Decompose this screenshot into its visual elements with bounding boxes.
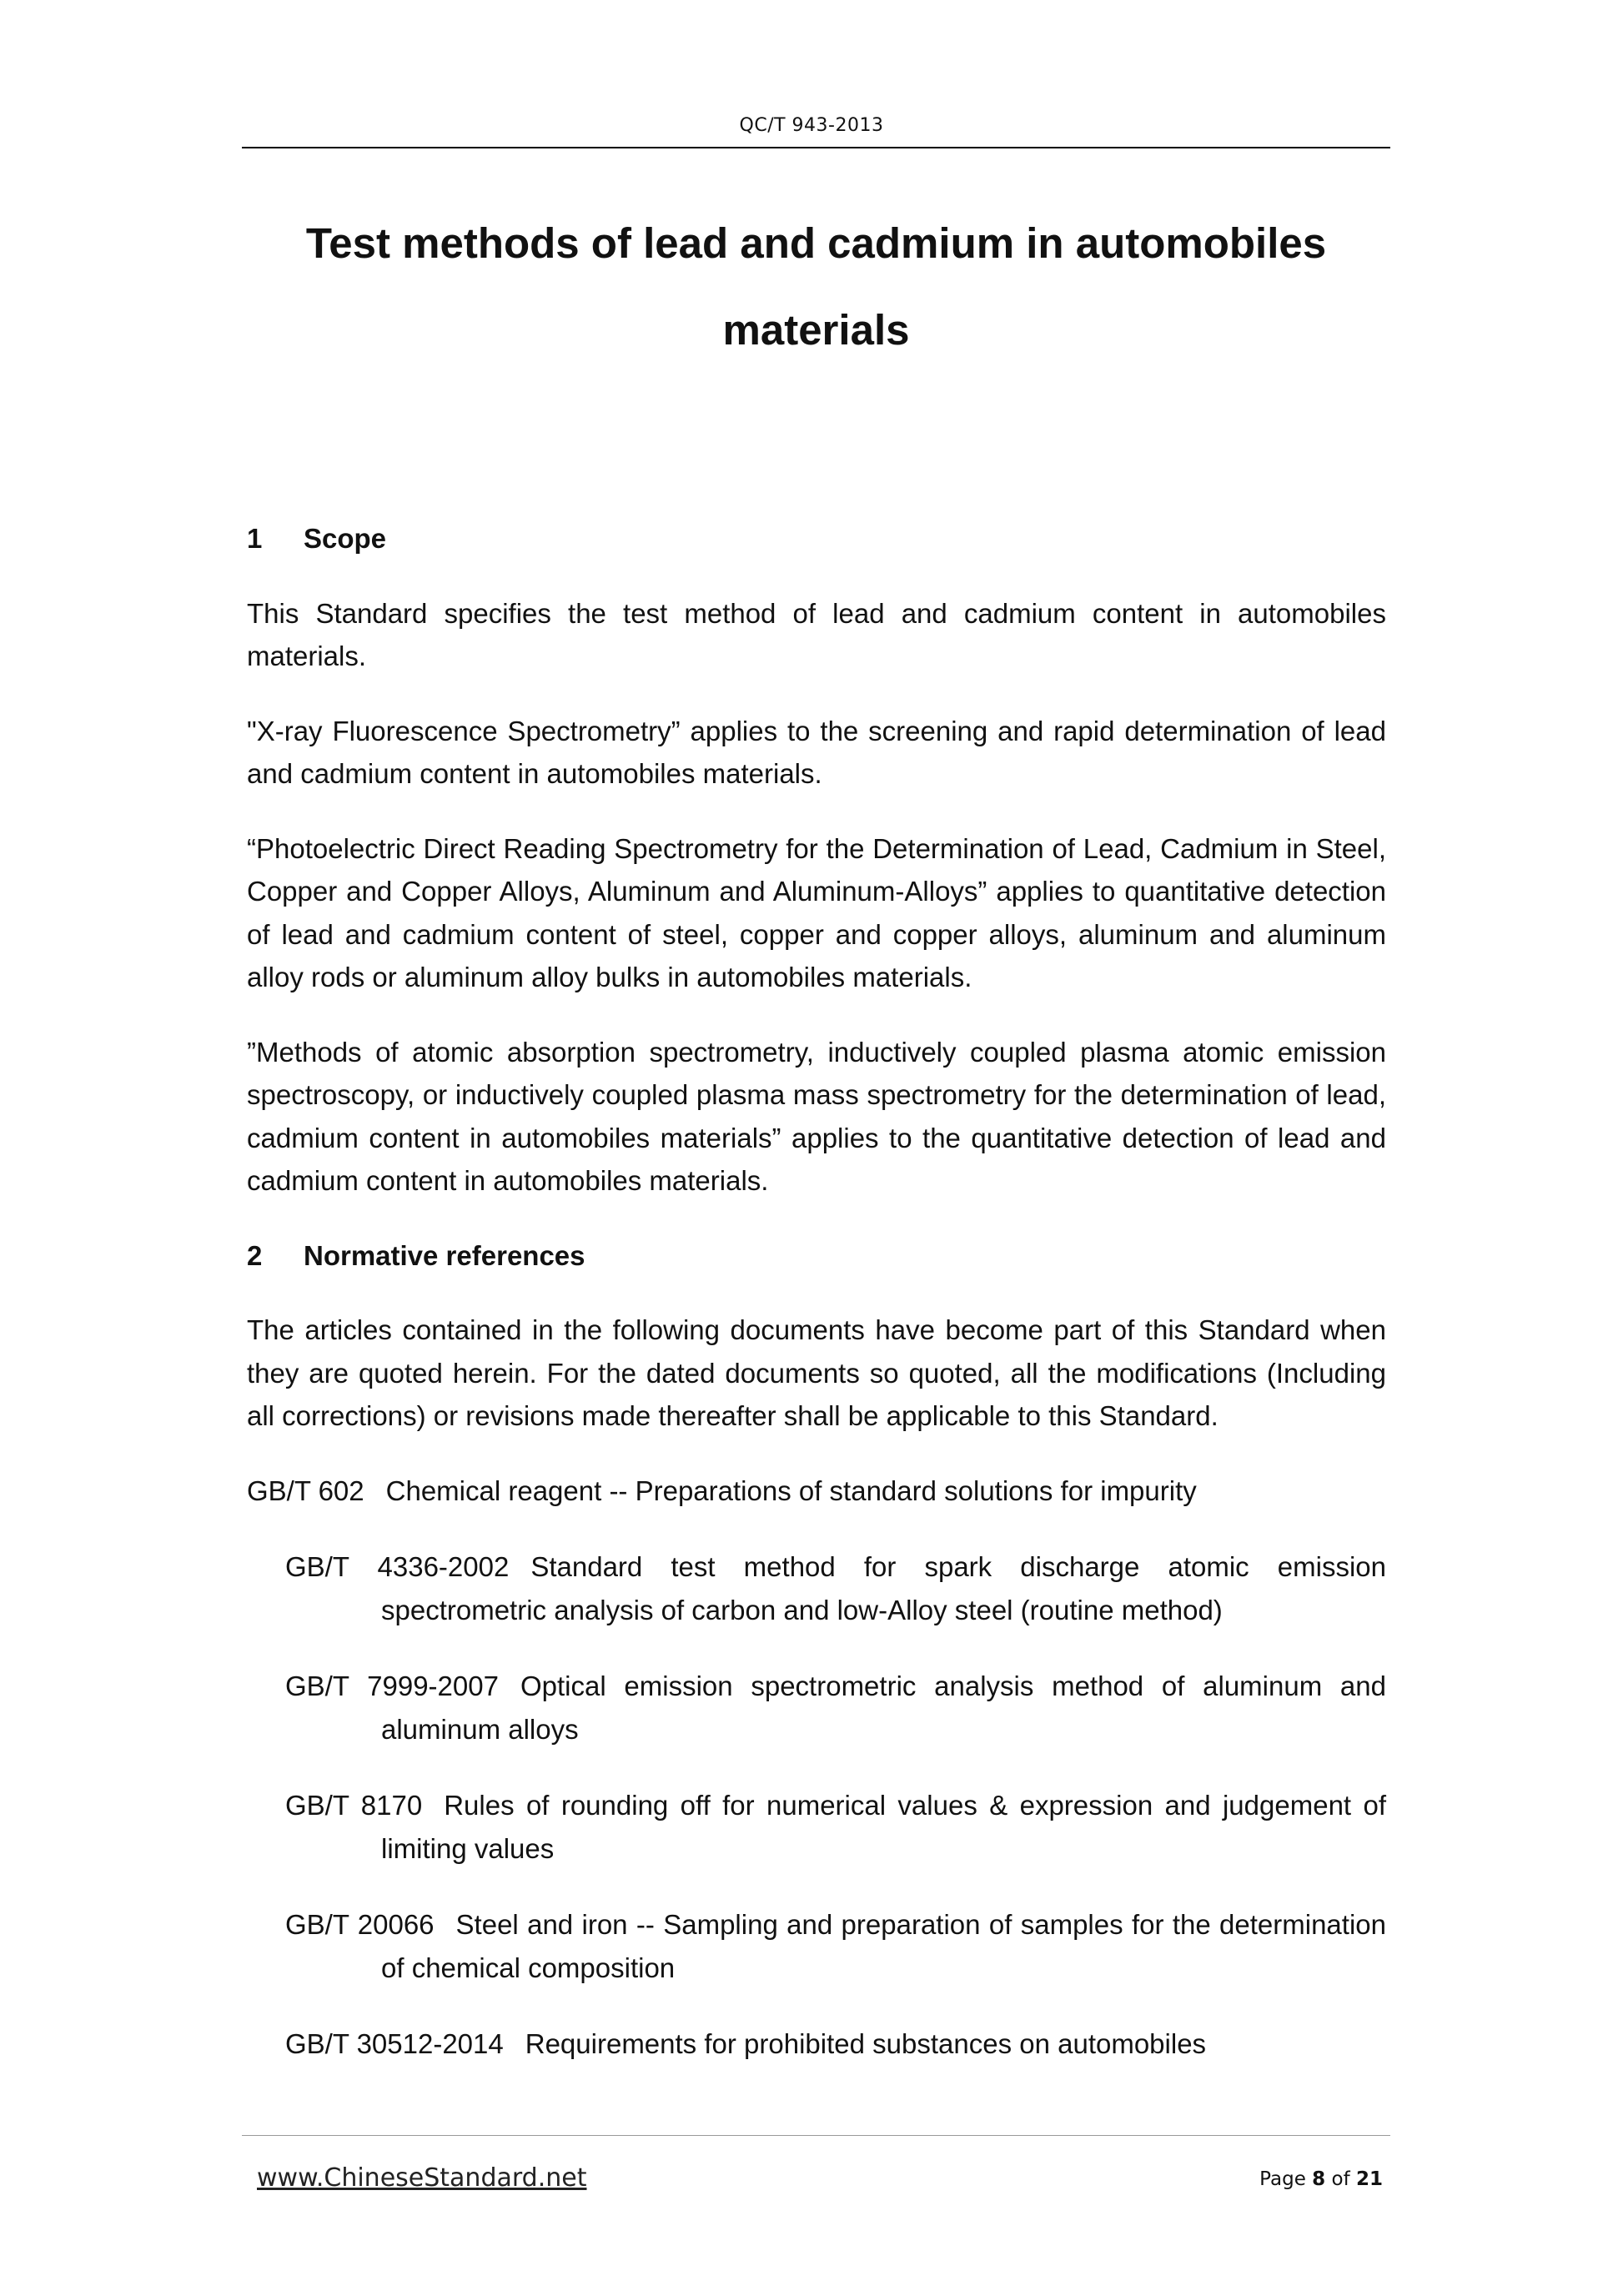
reference-item: [247, 1470, 1386, 1513]
reference-title: Standard test method for spark discharge atomic emission spectrometric analysis of carbon and low-Alloy steel (routine method): [381, 1551, 1386, 1625]
title-line-1: Test methods of lead and cadmium in automobiles: [305, 219, 1327, 267]
header-divider: [242, 147, 1390, 148]
title-line-2: materials: [722, 306, 910, 354]
scope-paragraph: This Standard specifies the test method of lead and cadmium content in automobiles materials.: [247, 597, 1386, 671]
page-number: [1259, 2168, 1383, 2190]
reference-item: [285, 2022, 1386, 2066]
reference-item: [285, 1665, 1386, 1751]
page-total: 21: [1355, 2168, 1383, 2190]
section-title: Normative references: [304, 1239, 585, 1271]
section-heading-normative-references: [247, 1234, 1386, 1278]
scope-paragraph: ”Methods of atomic absorption spectrometry, inductively coupled plasma atomic emission spectroscopy, or inductively coupled plasma mass spectrometry for the determination of lead, cadmium content in automobiles materials” applies to the quantitative detection of lead and cadmium content in automobiles materials.: [247, 1036, 1386, 1196]
reference-item: [285, 1784, 1386, 1870]
reference-title: Steel and iron -- Sampling and preparation of samples for the determination of chemical composition: [381, 1909, 1386, 1983]
reference-title: Requirements for prohibited substances on automobiles: [525, 2028, 1207, 2059]
reference-title: Chemical reagent -- Preparations of standard solutions for impurity: [385, 1475, 1197, 1506]
footer-website-link[interactable]: www.ChineseStandard.net: [257, 2163, 587, 2193]
page-current: 8: [1312, 2168, 1326, 2190]
normative-intro-paragraph: The articles contained in the following documents have become part of this Standard when they are quoted herein. For the dated documents so quoted, all the modifications (Including all corrections) or revisions made thereafter shall be applicable to this Standard.: [247, 1314, 1386, 1431]
section-title: Scope: [304, 523, 387, 554]
reference-code: GB/T 7999-2007: [285, 1671, 499, 1701]
header-standard-code: QC/T 943-2013: [739, 115, 884, 136]
scope-paragraph: "X-ray Fluorescence Spectrometry” applies to the screening and rapid determination of lead and cadmium content in automobiles materials.: [247, 715, 1386, 789]
document-title: [242, 200, 1390, 374]
footer-divider: [242, 2135, 1390, 2136]
page-label: Page: [1259, 2168, 1306, 2190]
section-heading-scope: [247, 517, 1386, 560]
reference-item: [285, 1903, 1386, 1989]
reference-title: Rules of rounding off for numerical values & expression and judgement of limiting values: [381, 1790, 1386, 1864]
reference-code: GB/T 4336-2002: [285, 1551, 510, 1582]
section-number: 2: [247, 1239, 263, 1271]
scope-paragraph: “Photoelectric Direct Reading Spectrometry for the Determination of Lead, Cadmium in Steel, Copper and Copper Alloys, Aluminum and Aluminum-Alloys” applies to quantitative detection of lead and cadmium content of steel, copper and copper alloys, aluminum and aluminum alloy rods or aluminum alloy bulks in automobiles materials.: [247, 832, 1386, 992]
reference-title: Optical emission spectrometric analysis method of aluminum and aluminum alloys: [381, 1671, 1386, 1745]
document-body: [247, 517, 1386, 2099]
reference-code: GB/T 20066: [285, 1909, 435, 1940]
page-of: of: [1331, 2168, 1350, 2190]
reference-code: GB/T 8170: [285, 1790, 423, 1821]
section-number: 1: [247, 523, 263, 554]
reference-item: [285, 1545, 1386, 1631]
reference-code: GB/T 30512-2014: [285, 2028, 504, 2059]
reference-code: GB/T 602: [247, 1475, 364, 1506]
